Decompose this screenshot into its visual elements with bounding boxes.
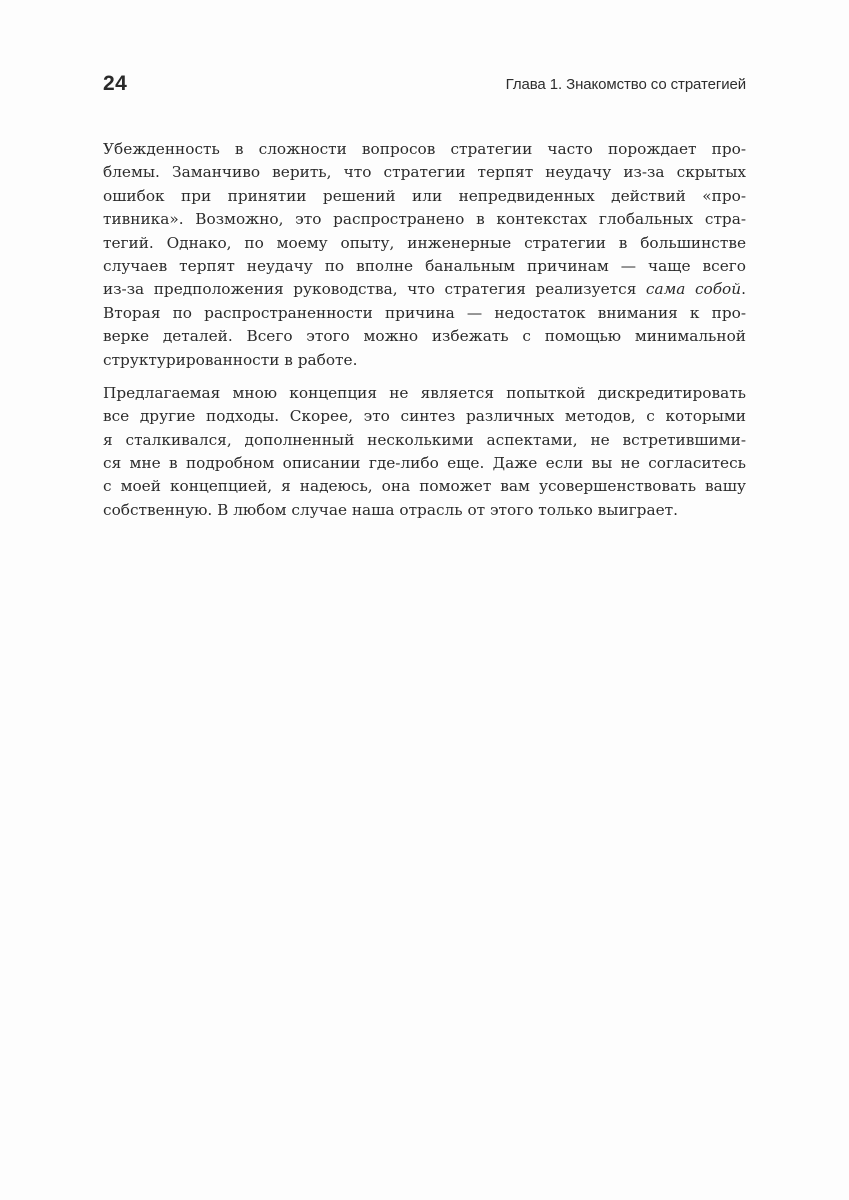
text-line: Вторая по распространенности причина — недостаток внимания к про-: [103, 303, 746, 322]
text-line: тегий. Однако, по моему опыту, инженерные стратегии в большинстве: [103, 233, 746, 252]
paragraph-1: [103, 138, 746, 372]
body-text: [103, 138, 746, 522]
running-header: [103, 70, 746, 100]
italic-phrase: сама собой: [645, 280, 742, 299]
text-line: Предлагаемая мною концепция не является попыткой дискредитировать: [103, 383, 746, 402]
text-line: тивника». Возможно, это распространено в контекстах глобальных стра-: [103, 210, 746, 229]
text-line: [103, 278, 746, 301]
text-line: случаев терпят неудачу по вполне банальным причинам — чаще всего: [103, 256, 746, 275]
text-line: Убежденность в сложности вопросов стратегии часто порождает про-: [103, 140, 746, 158]
text-run: .: [741, 280, 746, 299]
text-line: ошибок при принятии решений или непредвиденных действий «про-: [103, 186, 746, 205]
paragraph-2: [103, 382, 746, 522]
text-line: блемы. Заманчиво верить, что стратегии терпят неудачу из-за скрытых: [103, 163, 746, 182]
text-line: все другие подходы. Скорее, это синтез различных методов, с которыми: [103, 407, 746, 426]
text-line: собственную. В любом случае наша отрасль от этого только выиграет.: [103, 500, 678, 519]
chapter-title: Глава 1. Знакомство со стратегией: [505, 76, 746, 93]
text-line: я сталкивался, дополненный несколькими аспектами, не встретившими-: [103, 430, 746, 449]
text-line: ся мне в подробном описании где-либо еще. Даже если вы не согласитесь: [103, 454, 746, 473]
text-run: из-за предположения руководства, что стратегия реализуется: [103, 280, 646, 299]
text-line: структурированности в работе.: [103, 350, 358, 369]
text-line: с моей концепцией, я надеюсь, она поможет вам усовершенствовать вашу: [103, 477, 746, 496]
text-line: верке деталей. Всего этого можно избежать с помощью минимальной: [103, 327, 746, 346]
page-number: 24: [103, 72, 128, 95]
